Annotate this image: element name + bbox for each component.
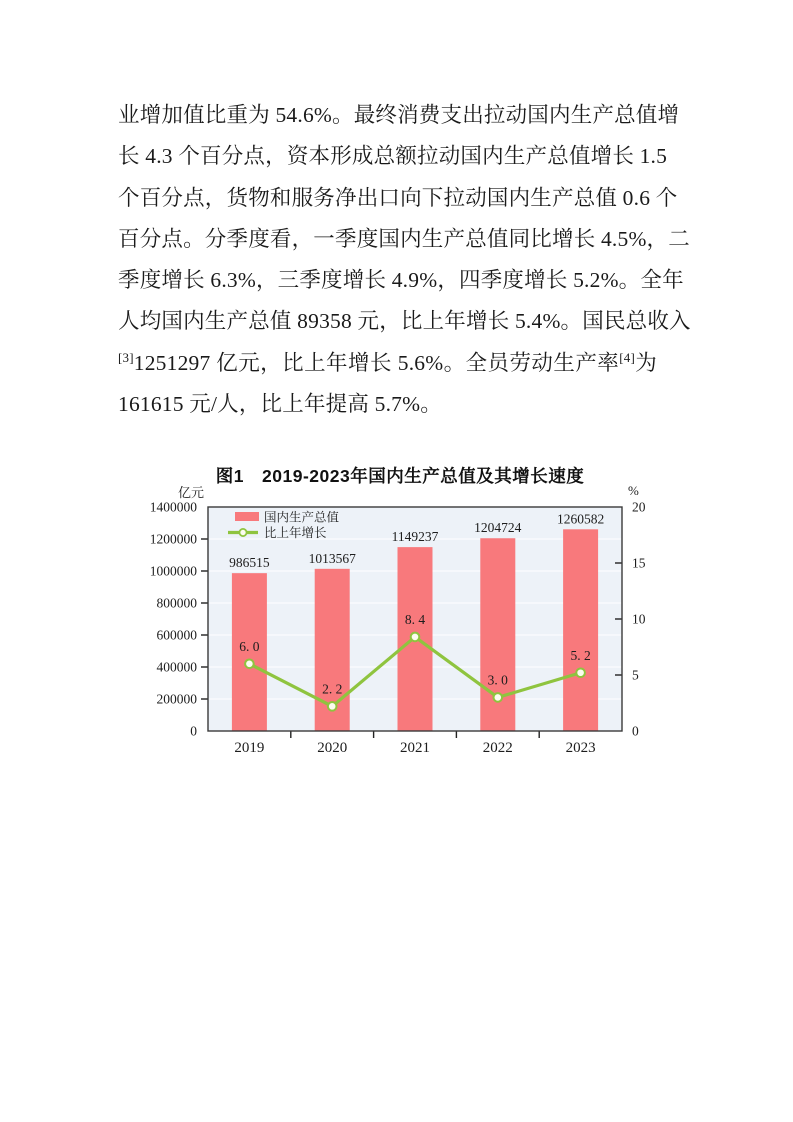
- bar-value-label-2020: 1013567: [308, 550, 356, 566]
- gdp-figure: [140, 455, 660, 765]
- footnote-superscript: [3]: [118, 349, 134, 365]
- paragraph-line-2: [118, 136, 668, 177]
- line-value-label-2021: 8. 4: [404, 611, 426, 627]
- line-marker-2019: [245, 660, 254, 669]
- x-axis-label-2022: 2022: [482, 740, 513, 756]
- legend-line-marker: [239, 529, 246, 536]
- line-marker-2021: [411, 633, 420, 642]
- line-marker-2020: [328, 702, 337, 711]
- left-axis-tick-label: 200000: [156, 691, 197, 707]
- legend-bar-label: 国内生产总值: [264, 510, 340, 525]
- text-segment: 人均国内生产总值 89358 元，比上年增长 5.4%。国民总收入: [118, 309, 691, 334]
- right-axis-tick-label: 15: [632, 555, 646, 571]
- x-axis-label-2020: 2020: [317, 740, 348, 756]
- bar-value-label-2021: 1149237: [391, 529, 439, 545]
- left-axis-tick-label: 1200000: [149, 531, 197, 547]
- line-value-label-2019: 6. 0: [239, 638, 260, 654]
- text-segment: 为: [635, 350, 657, 375]
- bar-value-label-2019: 986515: [229, 555, 270, 571]
- line-marker-2023: [576, 668, 585, 677]
- bar-value-label-2022: 1204724: [474, 520, 522, 536]
- text-segment: 长 4.3 个百分点，资本形成总额拉动国内生产总值增长 1.5: [118, 144, 668, 169]
- text-segment: 季度增长 6.3%，三季度增长 4.9%，四季度增长 5.2%。全年: [118, 268, 684, 293]
- left-axis-unit-label: 亿元: [177, 485, 204, 500]
- chart-title: 图1 2019-2023年国内生产总值及其增长速度: [215, 466, 585, 486]
- left-axis-tick-label: 600000: [156, 627, 197, 643]
- legend-line-label: 比上年增长: [264, 526, 327, 540]
- paragraph-line-5: [118, 260, 684, 301]
- text-segment: 161615 元/人，比上年提高 5.7%。: [118, 392, 442, 417]
- text-segment: 百分点。分季度看，一季度国内生产总值同比增长 4.5%，二: [118, 226, 690, 251]
- chart-canvas: [140, 455, 660, 765]
- x-axis-label-2019: 2019: [234, 740, 265, 756]
- paragraph-line-8: [118, 384, 657, 425]
- text-segment: 业增加值比重为 54.6%。最终消费支出拉动国内生产总值增: [118, 103, 680, 127]
- x-axis-label-2023: 2023: [565, 740, 596, 756]
- paragraph-line-1: [118, 95, 680, 136]
- paragraph-line-7: [118, 343, 657, 384]
- paragraph-line-6: [118, 301, 691, 342]
- x-axis-label-2021: 2021: [400, 740, 430, 756]
- right-axis-tick-label: 10: [632, 611, 646, 627]
- right-axis-tick-label: 5: [632, 667, 639, 683]
- text-segment: 个百分点，货物和服务净出口向下拉动国内生产总值 0.6 个: [118, 185, 678, 210]
- line-value-label-2023: 5. 2: [570, 647, 591, 663]
- legend-bar-swatch: [235, 512, 259, 521]
- left-axis-tick-label: 1000000: [149, 563, 197, 579]
- right-axis-unit-label: %: [628, 483, 639, 498]
- right-axis-tick-label: 0: [632, 723, 639, 739]
- left-axis-tick-label: 1400000: [149, 499, 197, 515]
- line-value-label-2022: 3. 0: [487, 672, 508, 688]
- line-marker-2022: [494, 693, 503, 702]
- left-axis-tick-label: 400000: [156, 659, 197, 675]
- body-paragraph: [118, 95, 691, 425]
- left-axis-tick-label: 0: [190, 723, 197, 739]
- text-segment: 1251297 亿元，比上年增长 5.6%。全员劳动生产率: [133, 350, 620, 375]
- footnote-superscript: [4]: [619, 349, 636, 365]
- left-axis-tick-label: 800000: [156, 595, 197, 611]
- paragraph-line-4: [118, 219, 690, 260]
- bar-value-label-2023: 1260582: [556, 511, 605, 527]
- line-value-label-2020: 2. 2: [322, 681, 343, 697]
- bar-2023: [563, 529, 598, 731]
- paragraph-line-3: [118, 178, 678, 219]
- right-axis-tick-label: 20: [632, 499, 646, 515]
